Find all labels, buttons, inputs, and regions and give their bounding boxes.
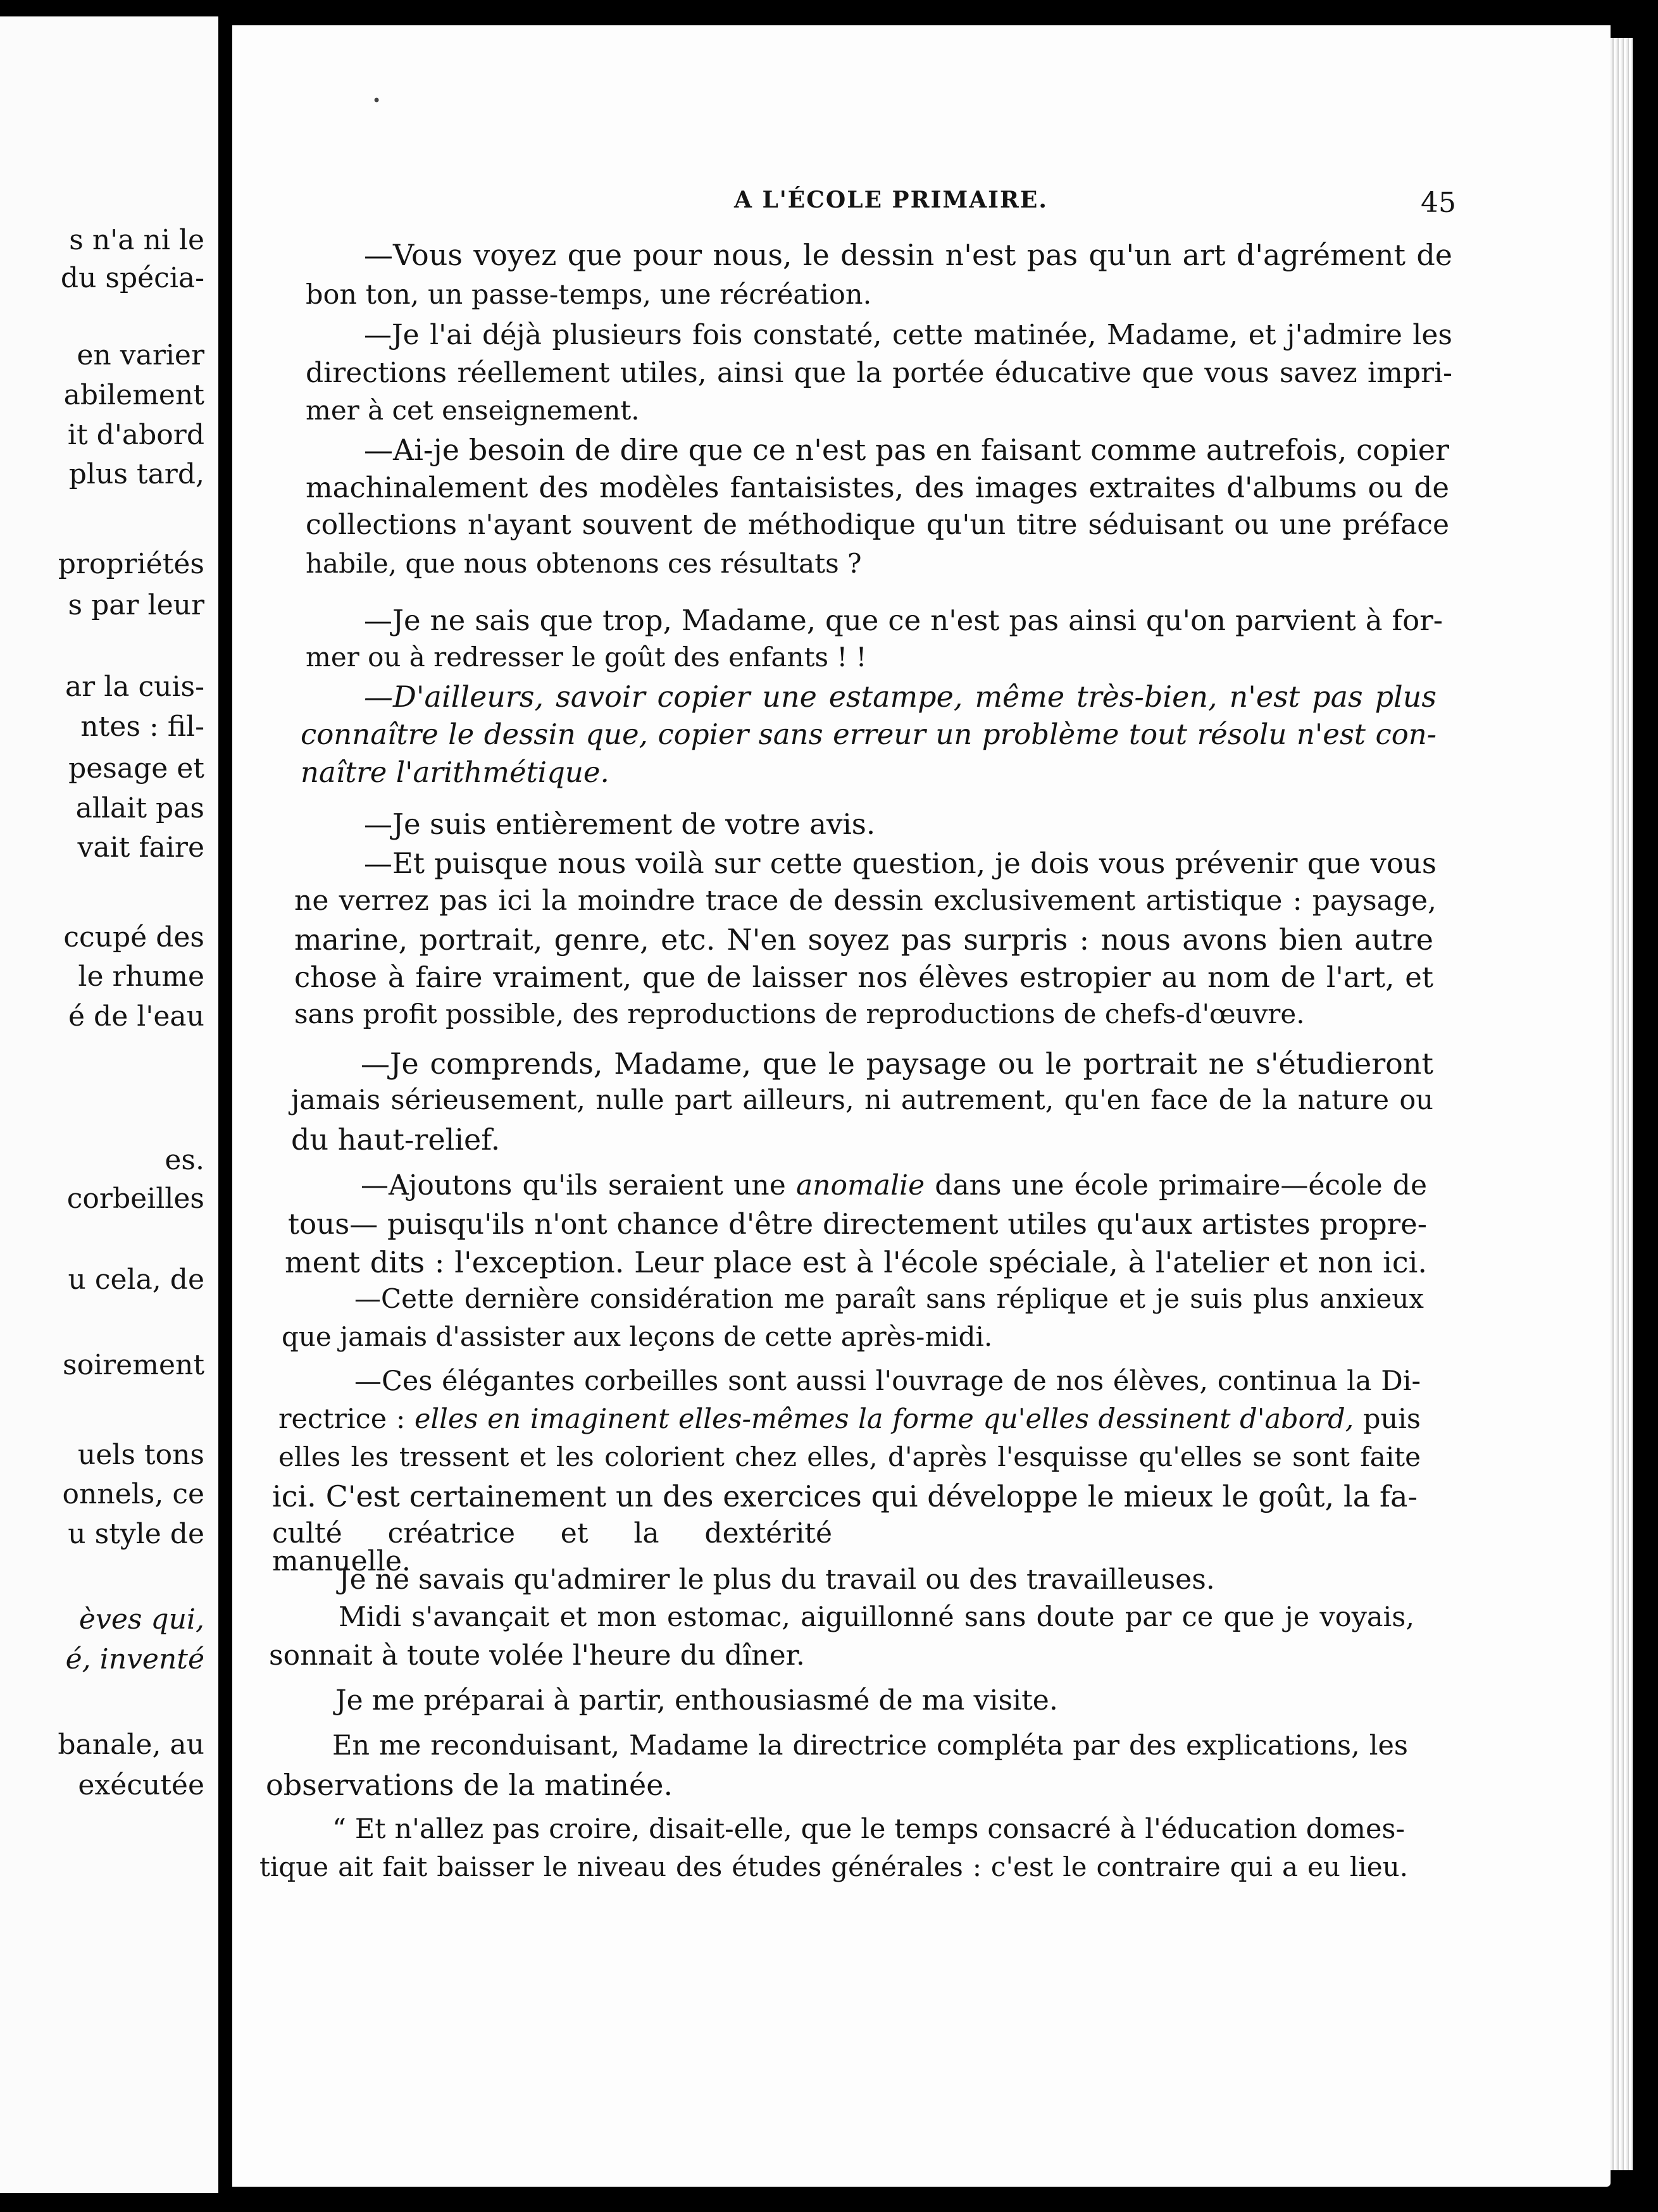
text-line-segment: “ Et n'allez pas croire, disait-elle, que le temps consacré à l'éducation domes- [332,1813,1405,1845]
left-page-line: é de l'eau [68,1000,204,1033]
left-page-line: ccupé des [63,921,204,954]
text-line [278,1441,1421,1476]
text-line [339,1601,1414,1636]
text-line [339,1563,1218,1598]
text-line [294,887,1437,919]
text-line-segment: puis [1354,1403,1421,1435]
left-page-line: s n'a ni le [69,224,204,256]
page-number: 45 [1421,187,1456,219]
text-line [332,1813,1405,1848]
text-line-segment: tique ait fait baisser le niveau des études générales : c'est le contraire qui a eu lieu. [259,1851,1408,1882]
text-line-segment: elles les tressent et les colorient chez elles, d'après l'esquisse qu'elles se sont faite [278,1441,1421,1472]
left-page-line: du spécia- [60,262,204,294]
text-line [294,925,1433,957]
text-line [364,606,1443,638]
text-line-segment: —Je suis entièrement de votre avis. [364,807,876,841]
left-page-line: es. [165,1144,204,1176]
left-page-line: u cela, de [68,1264,204,1296]
text-line-segment: habile, que nous obtenons ces résultats ? [306,548,862,579]
text-line [361,1169,1427,1203]
text-line-segment: machinalement des modèles fantaisistes, des images extraites d'albums ou de [306,471,1449,504]
text-line-segment: observations de la matinée. [266,1768,673,1802]
text-line-segment: Je ne savais qu'admirer le plus du travail ou des travailleuses. [339,1563,1215,1596]
left-page-line: propriétés [58,548,204,580]
text-line [291,1084,1433,1119]
text-line [282,1321,1006,1355]
text-line-segment: —Et puisque nous voilà sur cette question, je dois vous prévenir que vous [364,847,1437,880]
text-line [306,279,880,313]
text-line-segment: —Je comprends, Madame, que le paysage ou le portrait ne s'étudieront [361,1047,1433,1081]
page-edge [1611,38,1633,2170]
text-line-segment: Je me préparai à partir, enthousiasmé de ma visite. [335,1684,1058,1717]
left-page-line: ntes : fil- [80,711,204,743]
text-line-segment: —Ces élégantes corbeilles sont aussi l'ouvrage de nos élèves, continua la Di- [354,1365,1421,1397]
text-line-segment: mer ou à redresser le goût des enfants ! ! [306,642,867,673]
book-gutter [218,0,232,2212]
text-line [266,1770,683,1802]
left-page-line: abilement [63,379,204,411]
left-page-line: le rhume [78,960,204,993]
text-line [285,1245,1427,1279]
text-line-segment: jamais sérieusement, nulle part ailleurs, ni autrement, qu'en face de la nature ou [291,1084,1433,1116]
text-line [306,644,876,676]
left-page-line: en varier [77,339,204,371]
text-line [306,359,1452,391]
left-page-line: allait pas [75,792,204,824]
left-page-line: pesage et [68,752,204,785]
text-line [364,807,880,842]
left-page-line: onnels, ce [62,1478,204,1510]
text-line-segment: ne verrez pas ici la moindre trace de dessin exclusivement artistique : paysage, [294,885,1437,917]
text-line-segment: —Cette dernière considération me paraît sans réplique et je suis plus anxieux [354,1283,1424,1314]
italic-segment: elles en imaginent elles-mêmes la forme qu'elles dessinent d'abord, [414,1403,1354,1435]
text-line-segment: mer à cet enseignement. [306,395,640,426]
text-line-segment: dans une école primaire—école de [925,1169,1427,1202]
left-page-line: uels tons [77,1439,204,1471]
text-line-segment: —Ajoutons qu'ils seraient une [361,1169,796,1202]
left-page-line: vait faire [77,831,204,864]
text-line [306,473,1449,505]
text-line [272,1479,1418,1513]
text-line-segment: marine, portrait, genre, etc. N'en soyez pas surpris : nous avons bien autre [294,923,1433,957]
text-line [364,435,1449,467]
text-line [294,998,1326,1033]
text-line-segment: ment dits : l'exception. Leur place est à l'école spéciale, à l'atelier et non ici. [285,1245,1427,1279]
text-line [364,682,1437,714]
left-page-line: soirement [63,1349,204,1381]
text-line [278,1403,1421,1438]
text-line-segment: rectrice : [278,1403,414,1435]
text-line [332,1732,1408,1764]
text-line [294,960,1433,995]
text-line [259,1851,1408,1886]
text-line-segment: tous— puisqu'ils n'ont chance d'être directement utiles qu'aux artistes propre- [288,1207,1427,1241]
text-line-segment: Midi s'avançait et mon estomac, aiguillonné sans doute par ce que je voyais, [339,1601,1414,1633]
text-line [364,321,1452,353]
text-line [306,550,870,582]
text-line [306,511,1449,543]
text-line-segment: —Vous voyez que pour nous, le dessin n'est pas qu'un art d'agrément de [364,238,1452,272]
left-page-line: èves qui, [78,1603,204,1636]
text-line-segment: —Je l'ai déjà plusieurs fois constaté, cette matinée, Madame, et j'admire les [364,319,1452,351]
text-line [301,720,1437,752]
text-line [354,1365,1421,1400]
left-page-line: é, inventé [65,1643,204,1675]
text-line-segment: sonnait à toute volée l'heure du dîner. [269,1639,805,1672]
text-line-segment: collections n'ayant souvent de méthodique qu'un titre séduisant ou une préface [306,509,1449,541]
stray-mark: • [372,92,382,109]
left-page-line: s par leur [68,589,204,621]
text-line-segment: ici. C'est certainement un des exercices qui développe le mieux le goût, la fa- [272,1479,1418,1513]
text-line-segment: En me reconduisant, Madame la directrice compléta par des explications, les [332,1730,1408,1762]
left-page-line: corbeilles [66,1183,204,1215]
text-line-segment: chose à faire vraiment, que de laisser nos élèves estropier au nom de l'art, et [294,960,1433,994]
left-page-line: u style de [68,1518,204,1550]
text-line-segment: —Ai-je besoin de dire que ce n'est pas en faisant comme autrefois, copier [364,433,1449,467]
text-line [288,1207,1427,1241]
text-line-segment: sans profit possible, des reproductions de reproductions de chefs-d'œuvre. [294,998,1305,1029]
text-line [364,849,1437,881]
text-line-segment: du haut-relief. [291,1122,501,1157]
text-line [269,1639,807,1674]
text-line-segment: directions réellement utiles, ainsi que la portée éducative que vous savez impri- [306,357,1452,389]
left-page-line: plus tard, [68,458,204,490]
text-line [354,1283,1424,1317]
left-page-line: banale, au [58,1729,204,1761]
text-line [306,397,645,429]
text-line [335,1684,1060,1718]
text-line-segment: bon ton, un passe-temps, une récréation. [306,279,872,311]
text-line-segment: que jamais d'assister aux leçons de cette après-midi. [282,1321,993,1352]
text-line [301,755,611,790]
italic-segment: anomalie [795,1169,925,1202]
running-title: A L'ÉCOLE PRIMAIRE. [734,187,1048,213]
italic-segment: —D'ailleurs, savoir copier une estampe, même très-bien, n'est pas plus [364,680,1437,714]
italic-segment: connaître le dessin que, copier sans erreur un problème tout résolu n'est con- [301,718,1437,751]
text-line [364,240,1452,272]
text-line [272,1517,832,1577]
text-line-segment: culté créatrice et la dextérité manuelle. [272,1517,832,1577]
italic-segment: naître l'arithmétique. [301,755,609,789]
left-page-line: exécutée [78,1769,204,1801]
left-page-line: ar la cuis- [65,671,204,703]
left-page-line: it d'abord [67,419,204,451]
text-line [361,1049,1433,1081]
text-line [291,1122,513,1157]
text-line-segment: —Je ne sais que trop, Madame, que ce n'est pas ainsi qu'on parvient à for- [364,604,1443,637]
